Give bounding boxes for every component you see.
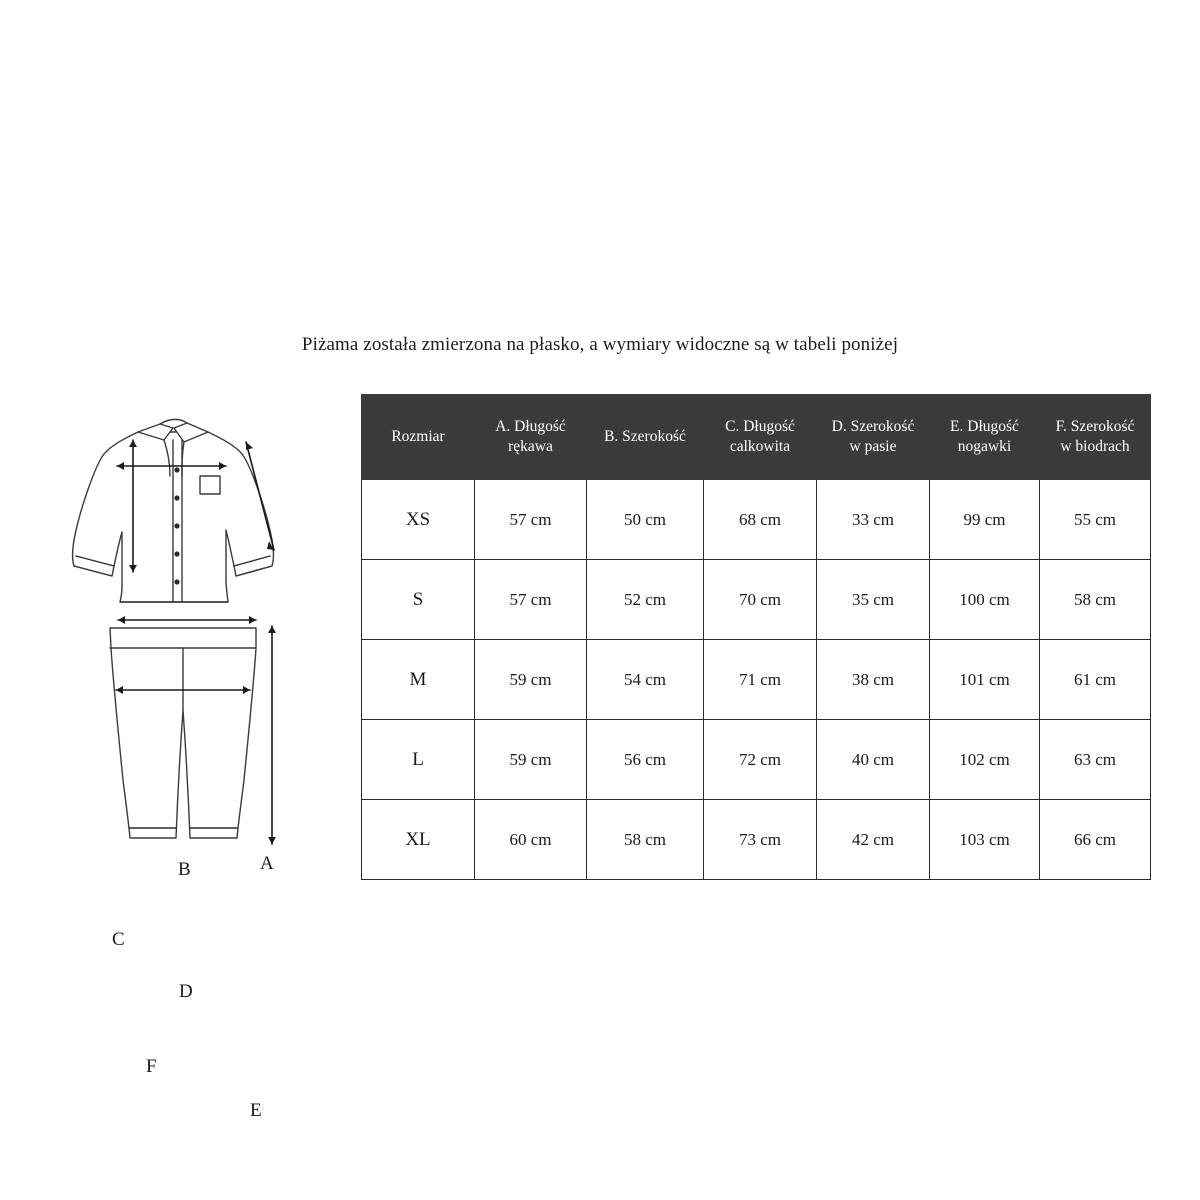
- cell-sleeve-length: 60 cm: [475, 800, 587, 880]
- size-table: [361, 394, 1151, 880]
- cell-total-length: 73 cm: [704, 800, 817, 880]
- table-row: [362, 480, 1151, 560]
- cell-size: XS: [362, 480, 475, 560]
- cell-hip-width: 61 cm: [1040, 640, 1151, 720]
- cell-size: S: [362, 560, 475, 640]
- cell-waist-width: 38 cm: [817, 640, 930, 720]
- label-e: E: [250, 1100, 262, 1121]
- pajama-illustration: [60, 380, 350, 1121]
- header-line: rękawa: [508, 438, 553, 455]
- label-b: B: [178, 859, 191, 880]
- cell-sleeve-length: 57 cm: [475, 480, 587, 560]
- label-d: D: [179, 981, 193, 1002]
- cell-waist-width: 40 cm: [817, 720, 930, 800]
- cell-leg-length: 103 cm: [930, 800, 1040, 880]
- table-header: [362, 395, 1151, 480]
- cell-leg-length: 102 cm: [930, 720, 1040, 800]
- cell-sleeve-length: 59 cm: [475, 720, 587, 800]
- cell-total-length: 71 cm: [704, 640, 817, 720]
- cell-leg-length: 101 cm: [930, 640, 1040, 720]
- header-line: calkowita: [729, 438, 791, 455]
- header-line: A. Długość: [495, 417, 566, 435]
- intro-text: Piżama została zmierzona na płasko, a wymiary widoczne są w tabeli poniżej: [301, 334, 899, 355]
- header-line: Rozmiar: [391, 427, 445, 445]
- cell-waist-width: 42 cm: [817, 800, 930, 880]
- column-header-size: [362, 395, 475, 480]
- size-table-wrapper: [361, 394, 1150, 880]
- header-line: C. Długość: [725, 417, 795, 435]
- label-c: C: [112, 929, 125, 950]
- table-row: [362, 720, 1151, 800]
- table-body: [362, 480, 1151, 880]
- cell-size: L: [362, 720, 475, 800]
- label-a: A: [260, 853, 274, 874]
- cell-width: 50 cm: [587, 480, 704, 560]
- column-header-sleeve-length: [475, 395, 587, 480]
- table-row: [362, 800, 1151, 880]
- cell-sleeve-length: 57 cm: [475, 560, 587, 640]
- header-line: w biodrach: [1060, 438, 1130, 455]
- cell-waist-width: 33 cm: [817, 480, 930, 560]
- header-line: w pasie: [849, 438, 897, 455]
- cell-size: M: [362, 640, 475, 720]
- table-row: [362, 560, 1151, 640]
- cell-leg-length: 99 cm: [930, 480, 1040, 560]
- header-line: E. Długość: [950, 417, 1019, 435]
- header-line: D. Szerokość: [831, 417, 915, 435]
- cell-size: XL: [362, 800, 475, 880]
- pajama-drawing-svg: [60, 380, 350, 880]
- cell-hip-width: 66 cm: [1040, 800, 1151, 880]
- header-line: nogawki: [957, 438, 1012, 455]
- cell-hip-width: 63 cm: [1040, 720, 1151, 800]
- header-line: B. Szerokość: [604, 427, 686, 445]
- column-header-width: [587, 395, 704, 480]
- cell-total-length: 68 cm: [704, 480, 817, 560]
- cell-width: 56 cm: [587, 720, 704, 800]
- column-header-total-length: [704, 395, 817, 480]
- cell-waist-width: 35 cm: [817, 560, 930, 640]
- column-header-hip-width: [1040, 395, 1151, 480]
- column-header-leg-length: [930, 395, 1040, 480]
- cell-hip-width: 55 cm: [1040, 480, 1151, 560]
- header-line: F. Szerokość: [1055, 417, 1135, 435]
- cell-width: 58 cm: [587, 800, 704, 880]
- label-f: F: [146, 1056, 157, 1077]
- cell-width: 52 cm: [587, 560, 704, 640]
- cell-total-length: 72 cm: [704, 720, 817, 800]
- table-row: [362, 640, 1151, 720]
- cell-hip-width: 58 cm: [1040, 560, 1151, 640]
- column-header-waist-width: [817, 395, 930, 480]
- cell-leg-length: 100 cm: [930, 560, 1040, 640]
- cell-sleeve-length: 59 cm: [475, 640, 587, 720]
- cell-width: 54 cm: [587, 640, 704, 720]
- cell-total-length: 70 cm: [704, 560, 817, 640]
- table-header-row: [362, 395, 1151, 480]
